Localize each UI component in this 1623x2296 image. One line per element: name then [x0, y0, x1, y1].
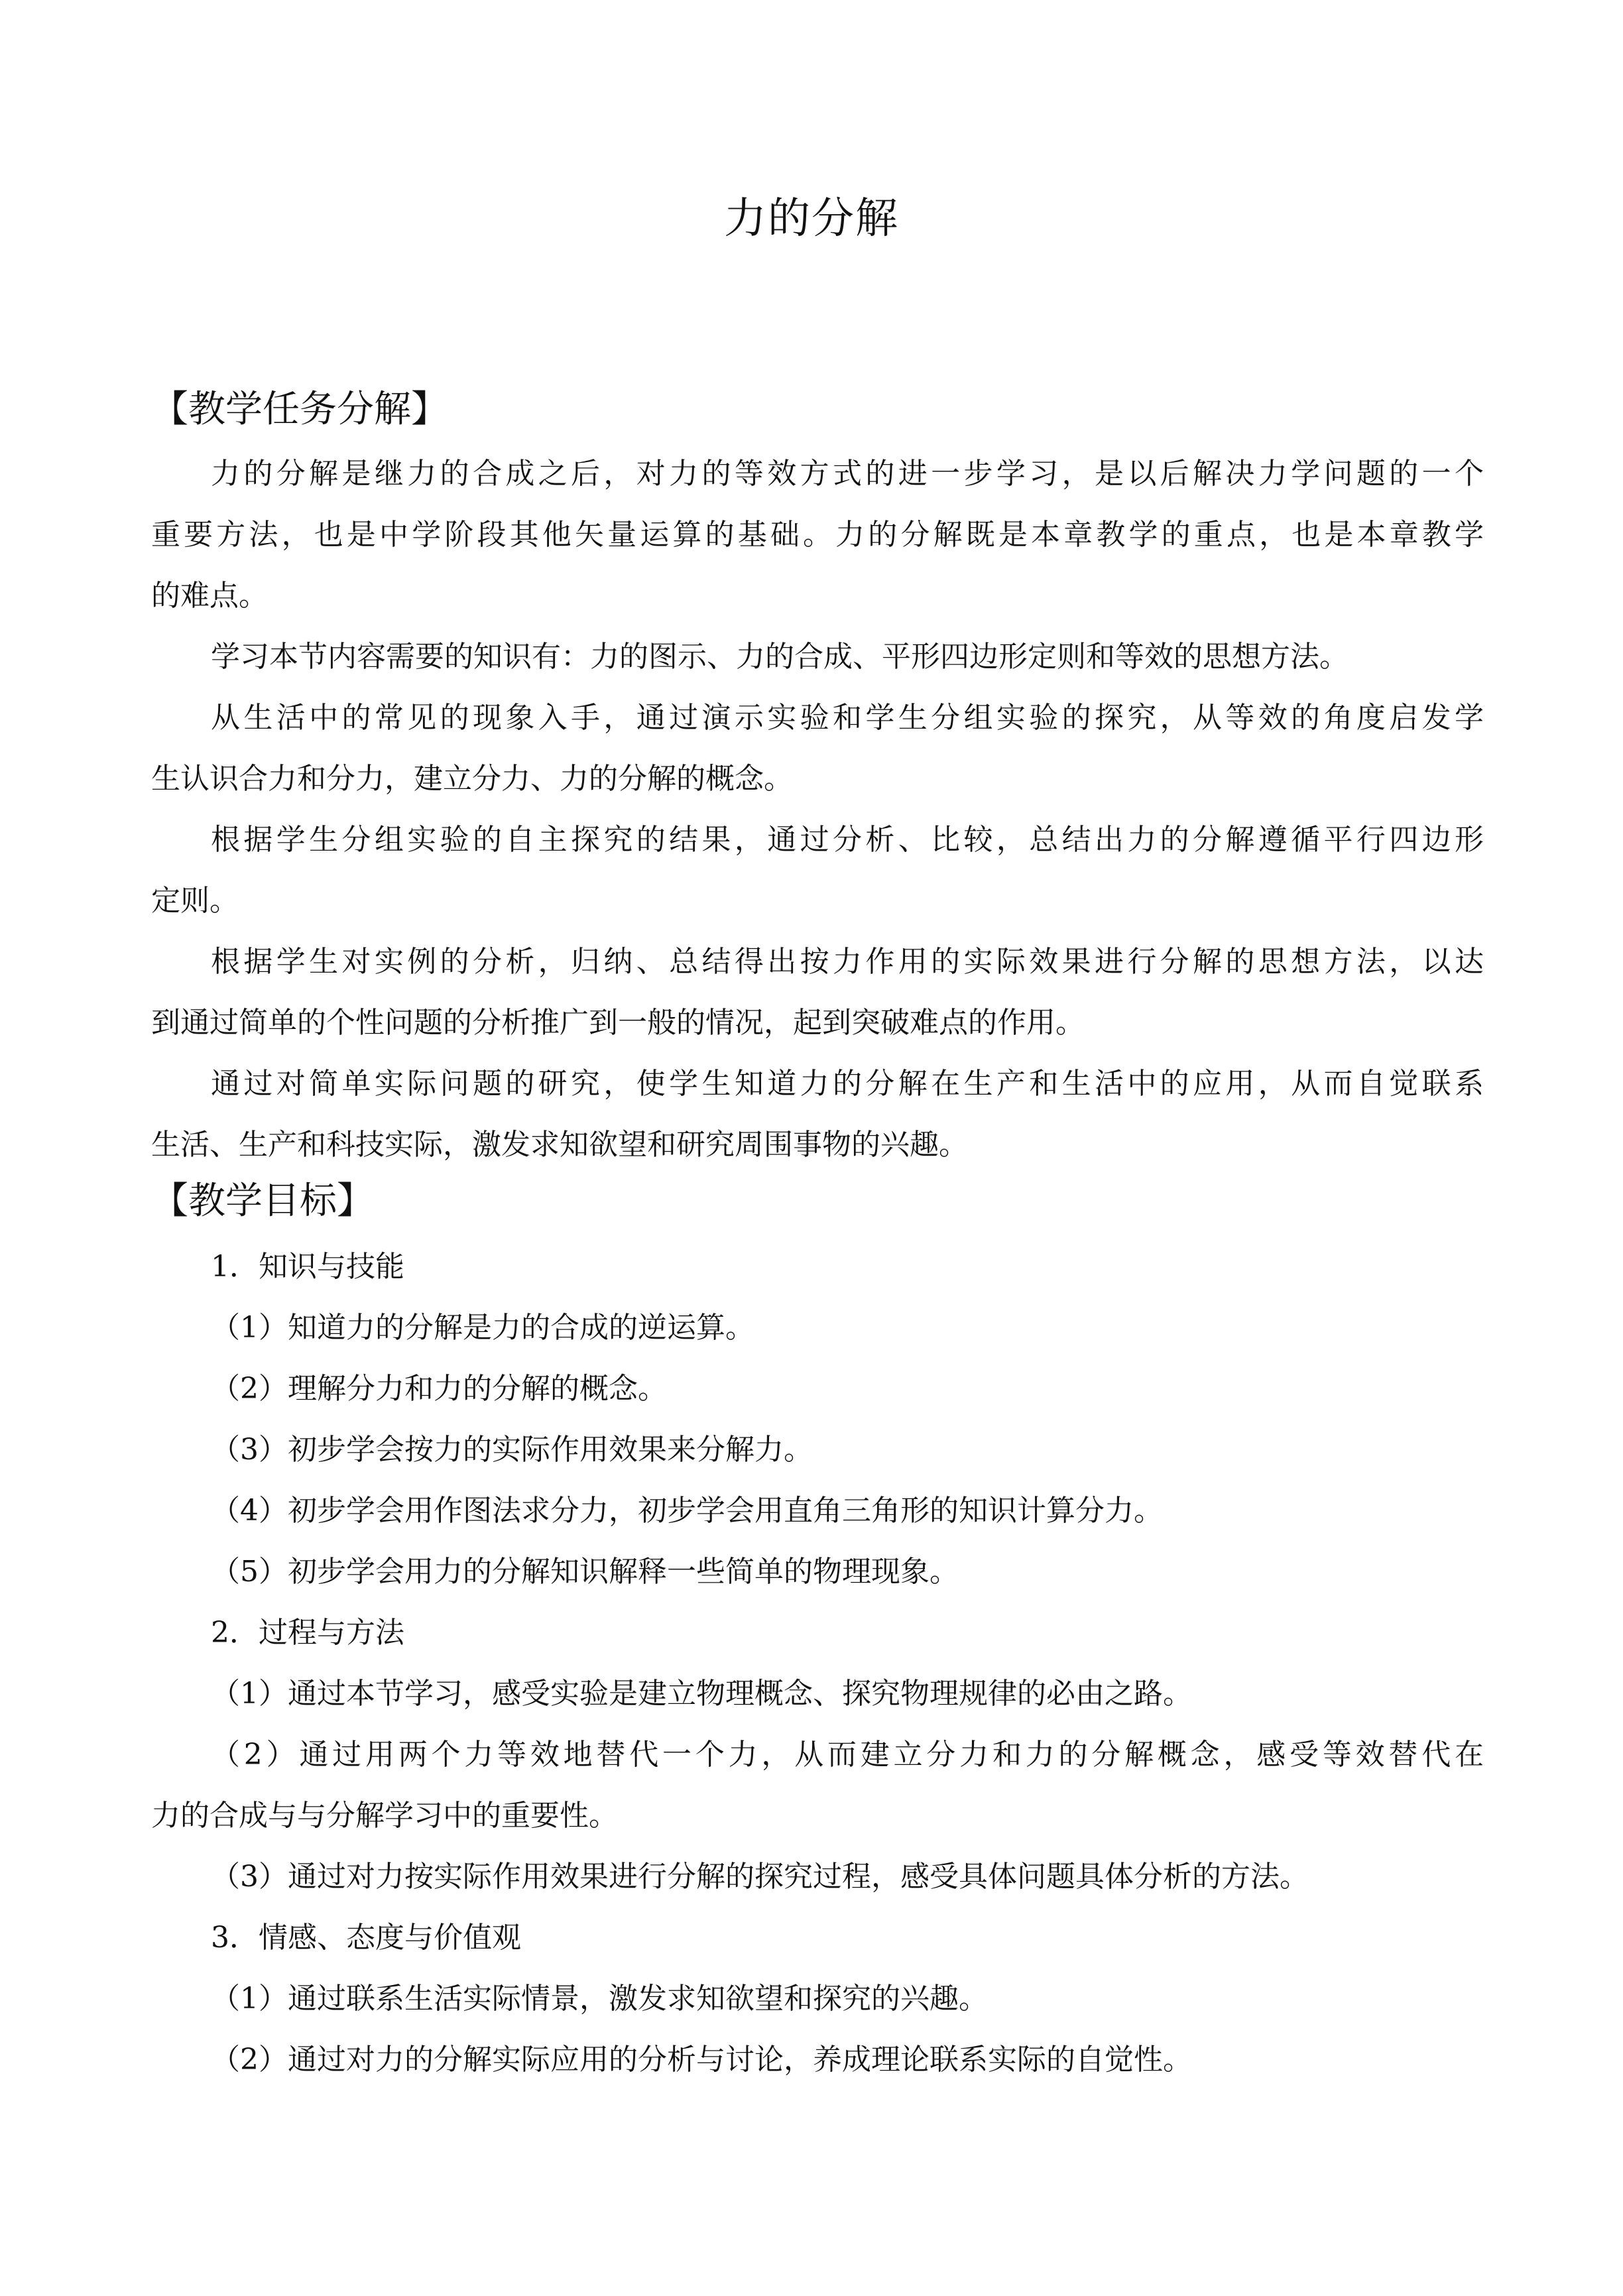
- paragraph-line: 生活、生产和科技实际，激发求知欲望和研究周围事物的兴趣。: [151, 1128, 968, 1162]
- goal-item: （5）初步学会用力的分解知识解释一些简单的物理现象。: [211, 1555, 959, 1589]
- paragraph-line: 的难点。: [151, 579, 268, 613]
- goal-group-title: 3．情感、态度与价值观: [211, 1921, 521, 1955]
- goal-group-title: 2．过程与方法: [211, 1616, 404, 1650]
- goal-item: （3）初步学会按力的实际作用效果来分解力。: [211, 1433, 813, 1467]
- paragraph-line: 学习本节内容需要的知识有：力的图示、力的合成、平形四边形定则和等效的思想方法。: [211, 640, 1349, 674]
- paragraph-line: 到通过简单的个性问题的分析推广到一般的情况，起到突破难点的作用。: [151, 1006, 1085, 1040]
- paragraph-line: 力的分解是继力的合成之后，对力的等效方式的进一步学习，是以后解决力学问题的一个: [211, 457, 1484, 491]
- section-heading-task: 【教学任务分解】: [151, 388, 448, 431]
- paragraph-line: 重要方法，也是中学阶段其他矢量运算的基础。力的分解既是本章教学的重点，也是本章教学: [151, 518, 1484, 552]
- goal-item: （4）初步学会用作图法求分力，初步学会用直角三角形的知识计算分力。: [211, 1494, 1163, 1528]
- page-title: 力的分解: [724, 194, 899, 243]
- goal-item: （2）通过对力的分解实际应用的分析与讨论，养成理论联系实际的自觉性。: [211, 2043, 1192, 2077]
- goal-item: （2）通过用两个力等效地替代一个力，从而建立分力和力的分解概念，感受等效替代在: [211, 1738, 1484, 1772]
- goal-item: （1）通过本节学习，感受实验是建立物理概念、探究物理规律的必由之路。: [211, 1677, 1192, 1711]
- goal-item: （1）通过联系生活实际情景，激发求知欲望和探究的兴趣。: [211, 1982, 988, 2016]
- paragraph-line: 根据学生分组实验的自主探究的结果，通过分析、比较，总结出力的分解遵循平行四边形: [211, 823, 1484, 857]
- paragraph-line: 根据学生对实例的分析，归纳、总结得出按力作用的实际效果进行分解的思想方法，以达: [211, 945, 1484, 979]
- goal-item-continuation: 力的合成与与分解学习中的重要性。: [151, 1799, 618, 1833]
- paragraph-line: 通过对简单实际问题的研究，使学生知道力的分解在生产和生活中的应用，从而自觉联系: [211, 1067, 1484, 1101]
- paragraph-line: 生认识合力和分力，建立分力、力的分解的概念。: [151, 762, 793, 796]
- goal-item: （2）理解分力和力的分解的概念。: [211, 1372, 667, 1406]
- goal-group-title: 1．知识与技能: [211, 1250, 404, 1284]
- paragraph-line: 定则。: [151, 884, 239, 918]
- goal-item: （3）通过对力按实际作用效果进行分解的探究过程，感受具体问题具体分析的方法。: [211, 1860, 1309, 1894]
- paragraph-line: 从生活中的常见的现象入手，通过演示实验和学生分组实验的探究，从等效的角度启发学: [211, 701, 1484, 735]
- goal-item: （1）知道力的分解是力的合成的逆运算。: [211, 1311, 754, 1345]
- section-heading-goals: 【教学目标】: [151, 1179, 374, 1223]
